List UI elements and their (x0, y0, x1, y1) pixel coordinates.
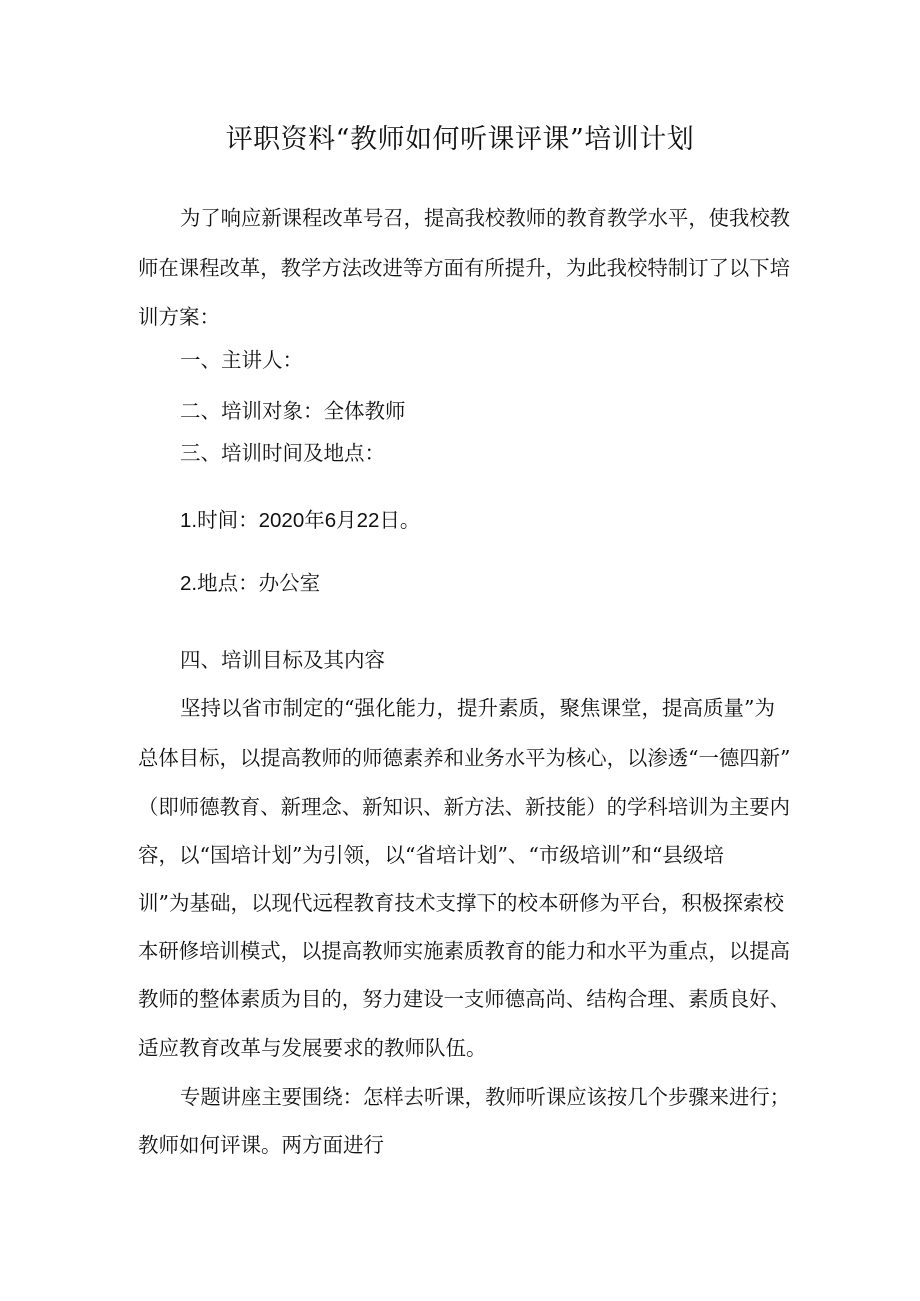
place-item-label: 地点：办公室 (197, 571, 321, 595)
goals-line-6: 本研修培训模式，以提高教师实施素质教育的能力和水平为重点，以提高 (138, 939, 790, 963)
time-item-day: 22 (356, 509, 380, 532)
goals-line-7: 教师的整体素质为目的，努力建设一支师德高尚、结构合理、素质良好、 (138, 987, 790, 1011)
topics-line-2: 教师如何评课。两方面进行 (138, 1133, 384, 1157)
topics-line-1: 专题讲座主要围绕：怎样去听课，教师听课应该按几个步骤来进行； (180, 1085, 791, 1109)
section-audience: 二、培训对象：全体教师 (180, 399, 406, 423)
goals-line-1: 坚持以省市制定的“强化能力，提升素质，聚焦课堂，提高质量”为 (180, 696, 775, 720)
time-item-label: 时间： (197, 508, 259, 532)
section-goals-heading: 四、培训目标及其内容 (180, 648, 385, 672)
section-speaker: 一、主讲人： (180, 348, 303, 372)
time-item (180, 505, 420, 536)
time-item-year: 2020 (258, 509, 305, 532)
place-item-number: 2. (180, 572, 198, 595)
goals-line-8: 适应教育改革与发展要求的教师队伍。 (138, 1036, 487, 1060)
time-item-month-char: 月 (336, 508, 357, 532)
intro-line-3: 训方案： (138, 305, 220, 329)
document-title: 评职资料“教师如何听课评课”培训计划 (225, 124, 695, 155)
time-item-month: 6 (324, 509, 337, 532)
goals-line-4: 容，以“国培计划”为引领，以“省培计划”、“市级培训”和“县级培 (138, 843, 724, 867)
place-item (180, 568, 320, 599)
time-item-day-char: 日。 (379, 508, 421, 532)
goals-line-2: 总体目标，以提高教师的师德素养和业务水平为核心，以渗透“一德四新” (138, 746, 791, 770)
goals-line-3: （即师德教育、新理念、新知识、新方法、新技能）的学科培训为主要内 (138, 795, 790, 819)
intro-line-2: 师在课程改革，教学方法改进等方面有所提升，为此我校特制订了以下培 (138, 256, 790, 280)
intro-line-1: 为了响应新课程改革号召，提高我校教师的教育教学水平，使我校教 (180, 206, 791, 230)
section-time-place: 三、培训时间及地点： (180, 441, 385, 465)
time-item-year-char: 年 (304, 508, 325, 532)
goals-line-5: 训”为基础，以现代远程教育技术支撑下的校本研修为平台，积极探索校 (138, 891, 784, 915)
time-item-number: 1. (180, 509, 198, 532)
